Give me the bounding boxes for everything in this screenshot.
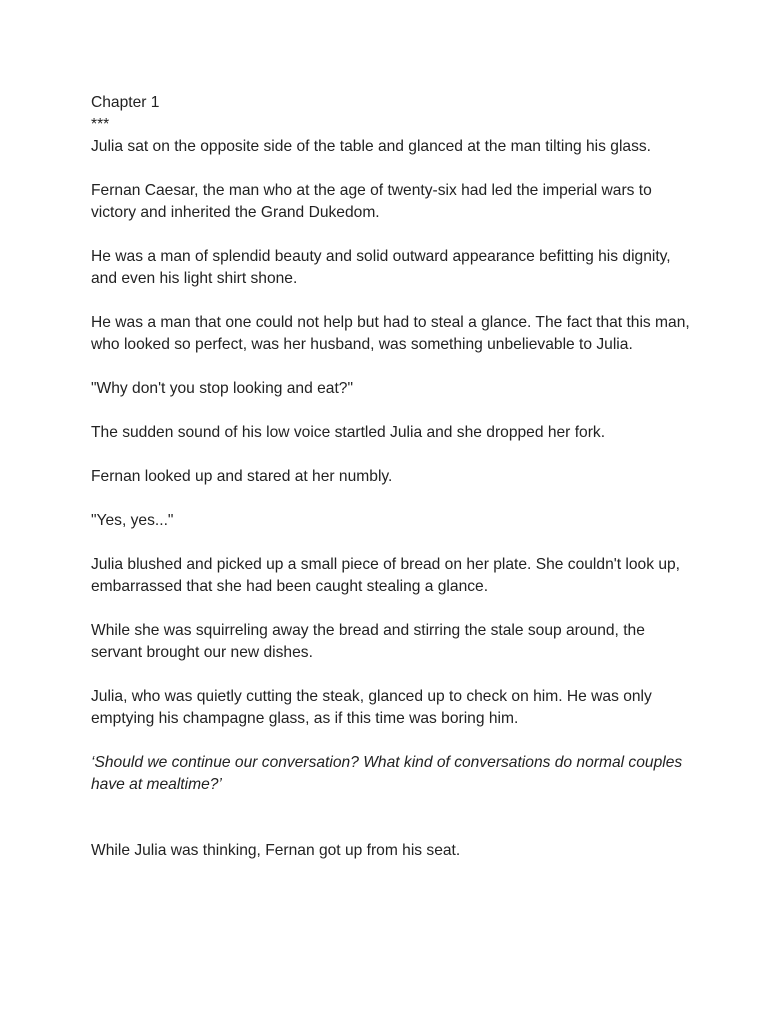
paragraph: Julia, who was quietly cutting the steak, glanced up to check on him. He was only emptying his champagne glass, as if this time was boring him. [91, 688, 652, 727]
document-body [91, 92, 691, 862]
paragraph: While she was squirreling away the bread and stirring the stale soup around, the servant brought our new dishes. [91, 622, 645, 661]
chapter-title: Chapter 1 [91, 94, 160, 111]
paragraph: Fernan Caesar, the man who at the age of twenty-six had led the imperial wars to victory and inherited the Grand Dukedom. [91, 182, 652, 221]
dialogue-line: "Why don't you stop looking and eat?" [91, 380, 353, 397]
paragraph: He was a man of splendid beauty and solid outward appearance befitting his dignity, and even his light shirt shone. [91, 248, 671, 287]
section-separator: *** [91, 116, 110, 133]
inner-thought: ‘Should we continue our conversation? What kind of conversations do normal couples have at mealtime?’ [91, 754, 683, 793]
paragraph: Julia sat on the opposite side of the table and glanced at the man tilting his glass. [91, 138, 652, 155]
paragraph: He was a man that one could not help but had to steal a glance. The fact that this man, who looked so perfect, was her husband, was something unbelievable to Julia. [91, 314, 690, 353]
paragraph: Fernan looked up and stared at her numbly. [91, 468, 393, 485]
paragraph: While Julia was thinking, Fernan got up from his seat. [91, 842, 461, 859]
paragraph: The sudden sound of his low voice startled Julia and she dropped her fork. [91, 424, 606, 441]
paragraph: Julia blushed and picked up a small piece of bread on her plate. She couldn't look up, embarrassed that she had been caught stealing a glance. [91, 556, 680, 595]
dialogue-line: "Yes, yes..." [91, 512, 174, 529]
